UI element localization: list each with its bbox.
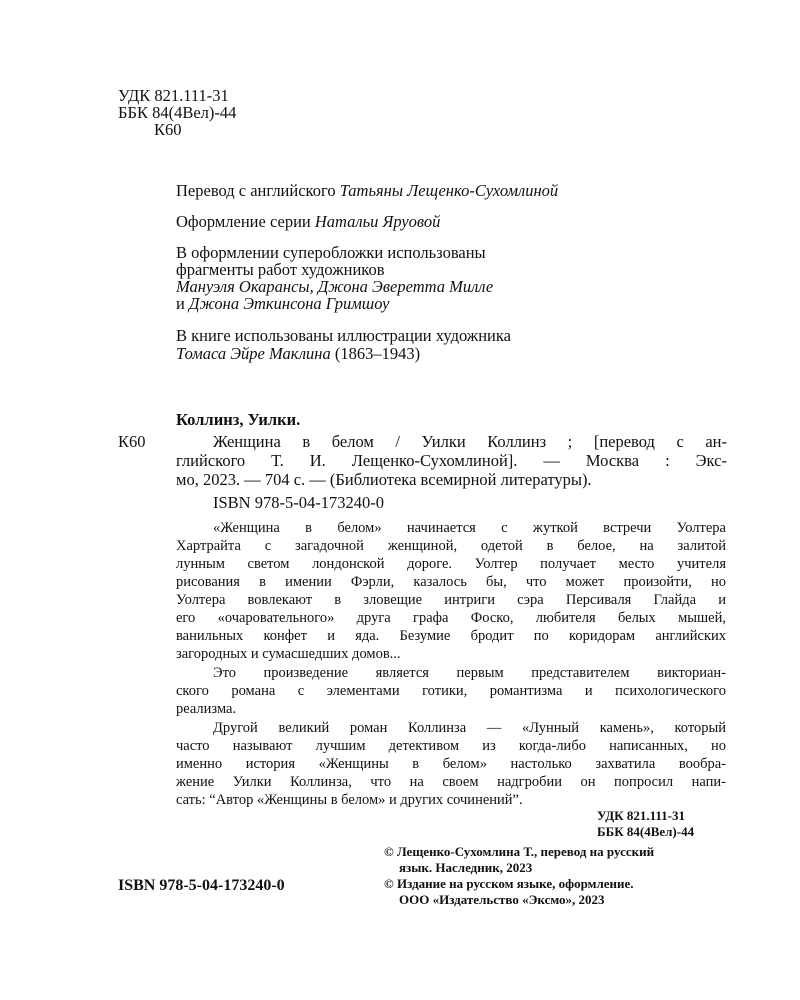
- entry-line-1: Женщина в белом / Уилки Коллинз ; [перевод с ан-: [213, 432, 727, 451]
- translation-prefix: Перевод с английского: [176, 181, 340, 200]
- annotation-line: лунным светом лондонской дороге. Уолтер получает место учителя: [176, 556, 726, 572]
- series-prefix: Оформление серии: [176, 212, 315, 231]
- entry-isbn: ISBN 978-5-04-173240-0: [213, 493, 384, 512]
- illustration-credit-line2: [176, 344, 420, 364]
- series-credit: [176, 212, 440, 232]
- entry-line-3: мо, 2023. — 704 с. — (Библиотека всемирной литературы).: [176, 470, 592, 489]
- entry-mark: К60: [118, 432, 146, 451]
- cover-credit-line1: В оформлении суперобложки использованы: [176, 243, 486, 262]
- copyright-translation-line1: © Лещенко-Сухомлина Т., перевод на русский: [384, 844, 655, 859]
- annotation-line: реализма.: [176, 701, 237, 717]
- cover-artists-line1: Мануэля Окарансы, Джона Эверетта Милле: [176, 277, 494, 296]
- bbk-code: ББК 84(4Вел)-44: [118, 103, 237, 122]
- annotation-line: жение Уилки Коллинза, что на своем надгробии он попросил напи-: [176, 774, 726, 790]
- copyright-edition-line2: ООО «Издательство «Эксмо», 2023: [399, 892, 605, 907]
- series-designer-name: Натальи Яруовой: [314, 212, 441, 231]
- cover-credit-line2: фрагменты работ художников: [176, 260, 385, 279]
- translation-credit: [176, 181, 558, 201]
- entry-line-2: глийского Т. И. Лещенко-Сухомлиной]. — Москва : Экс-: [176, 451, 727, 470]
- annotation-line: «Женщина в белом» начинается с жуткой встречи Уолтера: [213, 520, 726, 536]
- annotation-line: рисования в имении Фэрли, казалось бы, что может произойти, но: [176, 574, 726, 590]
- annotation-line: ского романа с элементами готики, романтизма и психологического: [176, 683, 726, 699]
- copyright-translation-line2: язык. Наследник, 2023: [399, 860, 533, 875]
- annotation-line: Другой великий роман Коллинза — «Лунный камень», который: [213, 720, 726, 736]
- entry-heading: Коллинз, Уилки.: [176, 410, 301, 429]
- udk-code: УДК 821.111-31: [118, 86, 229, 105]
- annotation-line: Уолтера вовлекают в зловещие интриги сэра Персиваля Глайда и: [176, 592, 726, 608]
- annotation-line: именно история «Женщины в белом» настолько захватила вообра-: [176, 756, 726, 772]
- cover-artists-line2: [176, 294, 389, 314]
- cover-artists-prefix: и: [176, 294, 189, 313]
- annotation-line: ванильных конфет и яда. Безумие бродит по коридорам английских: [176, 628, 726, 644]
- translator-name: Татьяны Лещенко-Сухомлиной: [339, 181, 559, 200]
- bottom-isbn: ISBN 978-5-04-173240-0: [118, 877, 285, 894]
- annotation-line: загородных и сумасшедших домов...: [176, 646, 401, 662]
- copyright-edition-line1: © Издание на русском языке, оформление.: [384, 876, 634, 891]
- annotation-line: его «очаровательного» друга графа Фоско, любителя белых мышей,: [176, 610, 726, 626]
- illustrator-years: (1863–1943): [330, 344, 421, 363]
- annotation-line: Хартрайта с загадочной женщиной, одетой в белое, на залитой: [176, 538, 726, 554]
- annotation-line: Это произведение является первым представителем викториан-: [213, 665, 726, 681]
- author-mark: К60: [154, 120, 182, 139]
- footer-bbk-code: ББК 84(4Вел)-44: [597, 824, 695, 839]
- illustration-credit-line1: В книге использованы иллюстрации художника: [176, 326, 511, 345]
- cover-artists-names: Джона Эткинсона Гримшоу: [188, 294, 390, 313]
- illustrator-name: Томаса Эйре Маклина: [176, 344, 331, 363]
- annotation-line: часто называют лучшим детективом из когда-либо написанных, но: [176, 738, 726, 754]
- footer-udk-code: УДК 821.111-31: [597, 808, 685, 823]
- annotation-line: сать: “Автор «Женщины в белом» и других сочинений”.: [176, 792, 523, 808]
